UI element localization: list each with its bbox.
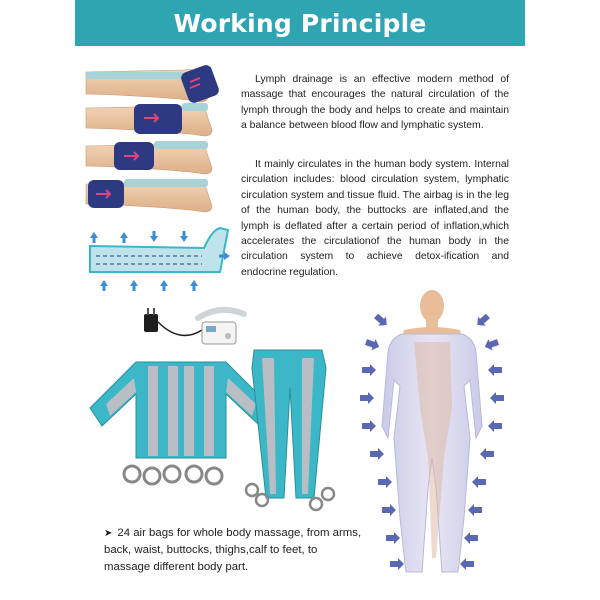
leg-airbag-sequence-illustration [84,62,234,217]
feature-bullet [104,525,364,576]
body-suit-illustration [76,348,361,518]
body-circulation-diagram [352,288,512,578]
page-title-text: Working Principle [173,8,427,38]
circulation-paragraph [241,157,509,280]
circulation-paragraph-text: It mainly circulates in the human body system. Internal circulation includes: blood circulation system, lymphatic circulation system and tissue fluid. The airbag is in the leg of the human body, the buttocks are inflated,and the lymph is deflated after a certain period of inflation,which accelerates the circulationof the human body in the circulation system to achieve detox-ification and endocrine regulation. [241,159,509,278]
arrow-right-icon: ➤ [104,528,113,539]
intro-paragraph-text: Lymph drainage is an effective modern method of massage that encourages the natural circulation of the lymph through the body and helps to create and maintain a balance between blood flow and lymphatic system. [241,74,509,132]
feature-bullet-text: 24 air bags for whole body massage, from arms, back, waist, buttocks, thighs,calf to feet, to massage different body part. [104,527,362,573]
intro-paragraph [241,72,509,134]
page-title [75,0,525,46]
leg-pressure-diagram [84,226,236,298]
